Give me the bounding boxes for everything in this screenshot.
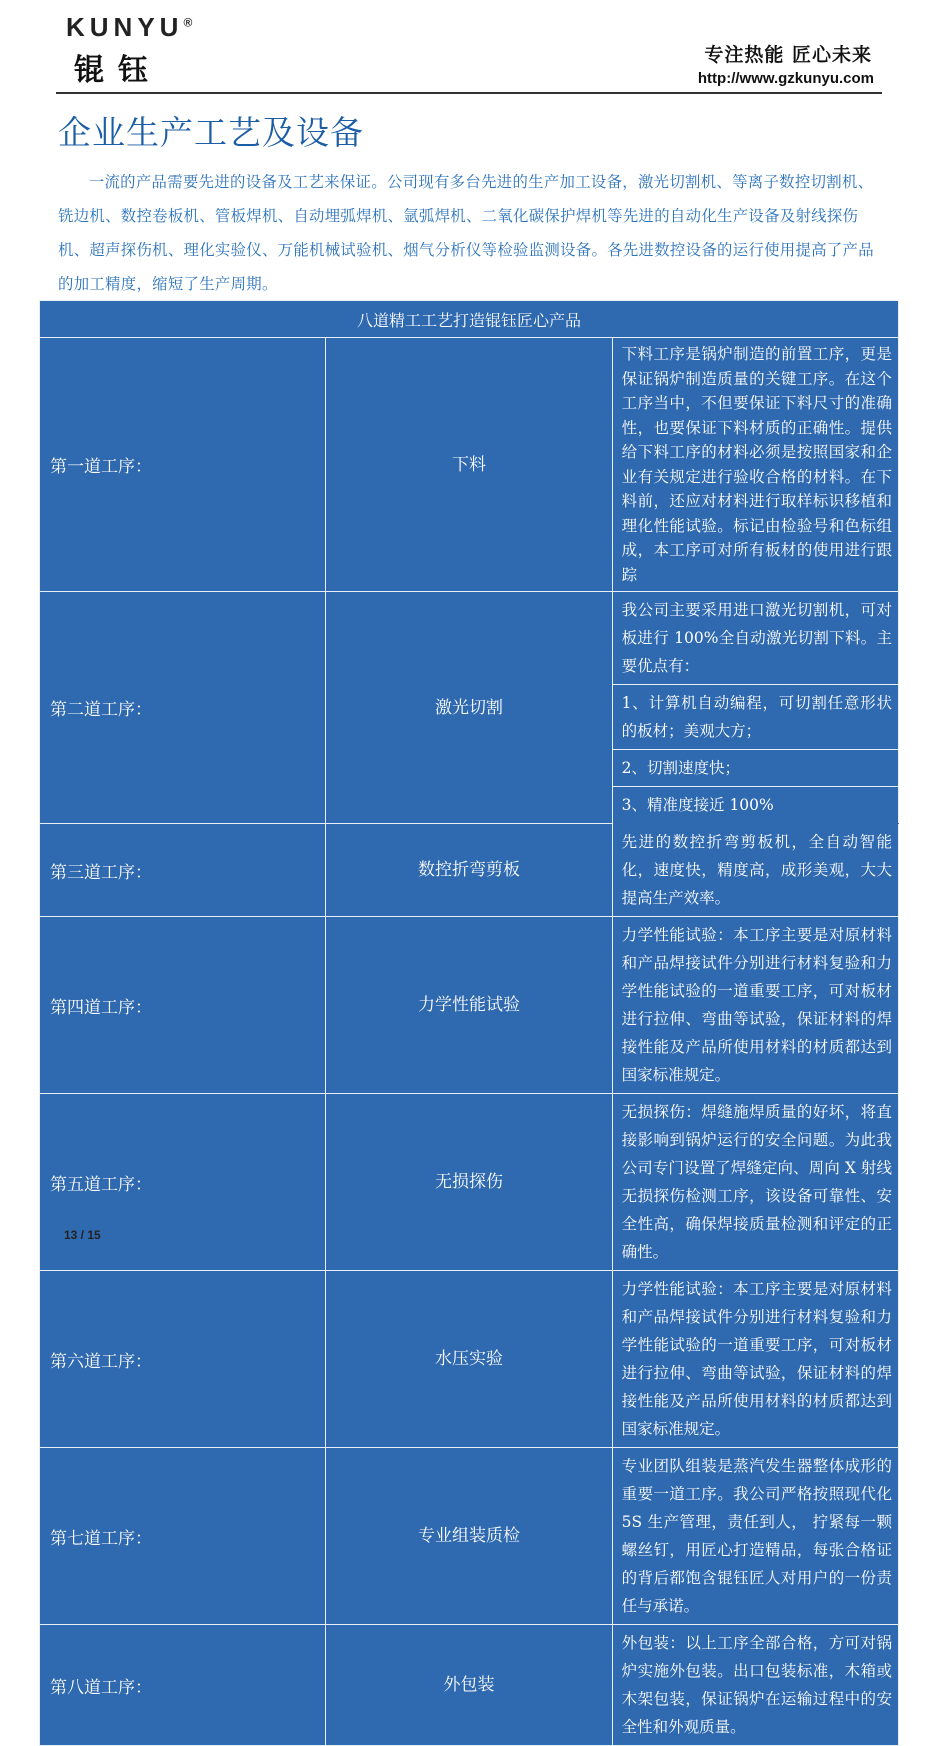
step-label: 第七道工序：	[40, 1448, 326, 1625]
step-sub-item: 2、切割速度快；	[612, 750, 898, 787]
step-name: 激光切割	[326, 592, 612, 824]
company-logo	[66, 12, 192, 89]
step-name: 数控折弯剪板	[326, 824, 612, 917]
step-sub-item: 3、精准度接近 100%	[612, 787, 898, 824]
slogan: 专注热能 匠心未来	[704, 44, 872, 66]
step-name: 无损探伤	[326, 1094, 612, 1271]
intro-paragraph: 一流的产品需要先进的设备及工艺来保证。公司现有多台先进的生产加工设备，激光切割机、等离子数控切割机、铣边机、数控卷板机、管板焊机、自动埋弧焊机、氩弧焊机、二氧化碳保护焊机等先进的自动化生产设备及射线探伤机、超声探伤机、理化实验仪、万能机械试验机、烟气分析仪等检验监测设备。各先进数控设备的运行使用提高了产品的加工精度，缩短了生产周期。	[58, 173, 874, 293]
step-name: 下料	[326, 338, 612, 592]
step-name: 水压实验	[326, 1271, 612, 1448]
step-label: 第三道工序：	[40, 824, 326, 917]
step-name: 专业组装质检	[326, 1448, 612, 1625]
step-description: 力学性能试验：本工序主要是对原材料和产品焊接试件分别进行材料复验和力学性能试验的一道重要工序，可对板材进行拉伸、弯曲等试验，保证材料的焊接性能及产品所使用材料的材质都达到国家标准规定。	[612, 917, 898, 1094]
logo-english: KUNYU®	[66, 12, 193, 42]
step-label: 第八道工序：	[40, 1625, 326, 1746]
step-label: 第六道工序：	[40, 1271, 326, 1448]
step-description: 专业团队组装是蒸汽发生器整体成形的重要一道工序。我公司严格按照现代化 5S 生产管理，责任到人， 拧紧每一颗螺丝钉，用匠心打造精品，每张合格证的背后都饱含锟钰匠人对用户的一份责任与承诺。	[612, 1448, 898, 1625]
step-label: 第二道工序：	[40, 592, 326, 824]
step-description: 外包装：以上工序全部合格，方可对锅炉实施外包装。出口包装标准，木箱或木架包装，保证锅炉在运输过程中的安全性和外观质量。	[612, 1625, 898, 1746]
step-label: 第一道工序：	[40, 338, 326, 592]
process-table	[39, 300, 899, 1746]
step-description: 先进的数控折弯剪板机，全自动智能化，速度快，精度高，成形美观，大大提高生产效率。	[612, 824, 898, 917]
logo-chinese: 锟钰	[74, 53, 162, 88]
step-name: 力学性能试验	[326, 917, 612, 1094]
step-sub-item: 1、计算机自动编程，可切割任意形状的板材；美观大方；	[612, 685, 898, 750]
step-label: 第四道工序：	[40, 917, 326, 1094]
step-description: 下料工序是锅炉制造的前置工序，更是保证锅炉制造质量的关键工序。在这个工序当中，不但要保证下料尺寸的准确性，也要保证下料材质的正确性。提供给下料工序的材料必须是按照国家和企业有关规定进行验收合格的材料。在下料前，还应对材料进行取样标识移植和理化性能试验。标记由检验号和色标组成，本工序可对所有板材的使用进行跟踪	[612, 338, 898, 592]
step-name: 外包装	[326, 1625, 612, 1746]
step-description: 无损探伤：焊缝施焊质量的好坏，将直接影响到锅炉运行的安全问题。为此我公司专门设置了焊缝定向、周向 X 射线无损探伤检测工序，该设备可靠性、安全性高，确保焊接质量检测和评定的正确性。	[612, 1094, 898, 1271]
page-title: 企业生产工艺及设备	[58, 113, 364, 152]
page-number: 13 / 15	[64, 1228, 101, 1242]
step-label: 第五道工序：	[40, 1094, 326, 1271]
header-divider	[56, 92, 882, 94]
step-description: 力学性能试验：本工序主要是对原材料和产品焊接试件分别进行材料复验和力学性能试验的一道重要工序，可对板材进行拉伸、弯曲等试验，保证材料的焊接性能及产品所使用材料的材质都达到国家标准规定。	[612, 1271, 898, 1448]
website-url: http://www.gzkunyu.com	[697, 70, 874, 87]
process-table-header: 八道精工工艺打造锟钰匠心产品	[40, 301, 899, 338]
step-description: 我公司主要采用进口激光切割机，可对板进行 100%全自动激光切割下料。主要优点有：	[612, 592, 898, 685]
